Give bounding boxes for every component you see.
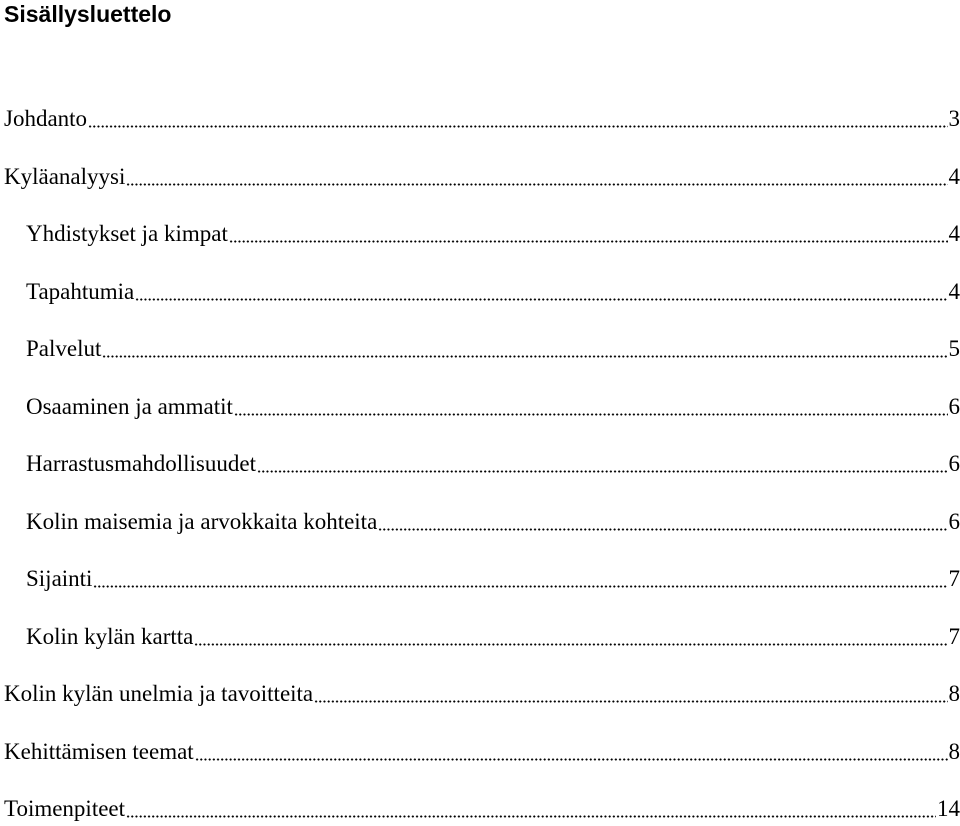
toc-entry-label: Yhdistykset ja kimpat: [26, 221, 228, 246]
toc-title: Sisällysluettelo: [4, 1, 172, 27]
dot-leader: [93, 566, 947, 588]
toc-entry[interactable]: [4, 794, 960, 824]
toc-entry-page: 4: [948, 279, 960, 304]
toc-entry-label: Kyläanalyysi: [4, 164, 126, 189]
toc-entry-label: Kehittämisen teemat: [4, 739, 194, 764]
toc-entry[interactable]: [4, 737, 960, 767]
toc-entry-label: Osaaminen ja ammatit: [26, 394, 233, 419]
toc-entry-page: 8: [948, 681, 960, 706]
toc-entry-label: Kolin kylän kartta: [26, 624, 194, 649]
toc-entry[interactable]: [4, 162, 960, 192]
toc-entry-label: Tapahtumia: [26, 279, 135, 304]
toc-entry[interactable]: [26, 564, 960, 594]
dot-leader: [195, 739, 948, 761]
toc-entry-label: Harrastusmahdollisuudet: [26, 451, 256, 476]
dot-leader: [102, 336, 947, 358]
toc-entry-page: 7: [948, 624, 960, 649]
toc-entry[interactable]: [26, 449, 960, 479]
toc-entry-page: 7: [948, 566, 960, 591]
toc-entry-page: 6: [948, 394, 960, 419]
toc-entry[interactable]: [26, 334, 960, 364]
toc-entry[interactable]: [4, 679, 960, 709]
toc-entry-page: 6: [948, 509, 960, 534]
dot-leader: [257, 451, 948, 473]
dot-leader: [126, 796, 936, 818]
toc-entry-label: Kolin kylän unelmia ja tavoitteita: [4, 681, 314, 706]
toc-entry-page: 4: [948, 164, 960, 189]
toc-entry-label: Palvelut: [26, 336, 102, 361]
toc-entry-page: 4: [948, 221, 960, 246]
toc-entry[interactable]: [26, 392, 960, 422]
dot-leader: [378, 509, 947, 531]
dot-leader: [135, 279, 947, 301]
toc-entry[interactable]: [4, 104, 960, 134]
dot-leader: [88, 106, 947, 128]
toc-entry[interactable]: [26, 277, 960, 307]
toc-entry[interactable]: [26, 219, 960, 249]
toc-entry[interactable]: [26, 622, 960, 652]
toc-entry-label: Johdanto: [4, 106, 88, 131]
toc-entry-label: Toimenpiteet: [4, 796, 126, 821]
toc-entry-label: Sijainti: [26, 566, 93, 591]
dot-leader: [194, 624, 947, 646]
toc-entry-page: 5: [948, 336, 960, 361]
toc-entry-page: 14: [937, 796, 960, 821]
dot-leader: [126, 164, 947, 186]
toc-entry-page: 3: [948, 106, 960, 131]
dot-leader: [234, 394, 948, 416]
toc-entry[interactable]: [26, 507, 960, 537]
toc-entry-page: 6: [948, 451, 960, 476]
dot-leader: [314, 681, 947, 703]
toc-entry-page: 8: [948, 739, 960, 764]
dot-leader: [229, 221, 948, 243]
toc-entry-label: Kolin maisemia ja arvokkaita kohteita: [26, 509, 378, 534]
